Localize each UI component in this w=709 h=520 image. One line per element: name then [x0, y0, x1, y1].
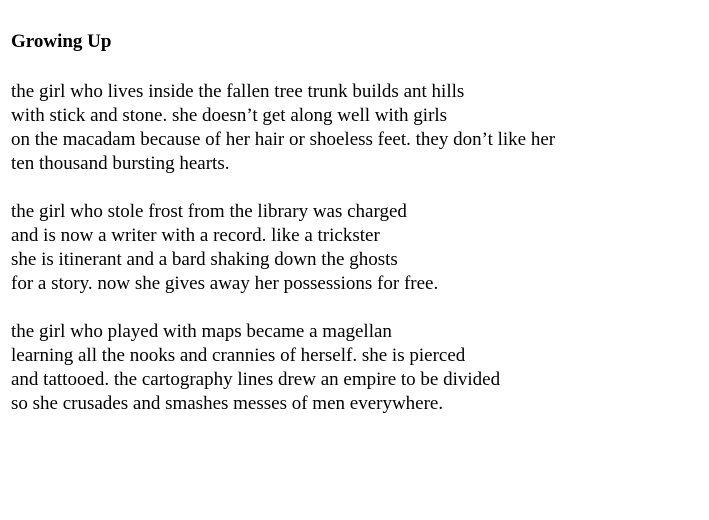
poem-line: and tattooed. the cartography lines drew an empire to be divided — [11, 369, 501, 390]
poem-page — [11, 30, 701, 440]
stanza-2 — [11, 200, 701, 296]
poem-title: Growing Up — [11, 31, 112, 52]
poem-line: the girl who lives inside the fallen tree trunk builds ant hills — [11, 81, 465, 102]
poem-line: the girl who stole frost from the library was charged — [11, 201, 407, 222]
poem-line: on the macadam because of her hair or shoeless feet. they don’t like her — [11, 129, 556, 150]
poem-line: ten thousand bursting hearts. — [11, 153, 230, 174]
poem-line: with stick and stone. she doesn’t get along well with girls — [11, 105, 448, 126]
stanza-1 — [11, 80, 701, 176]
poem-line: so she crusades and smashes messes of men everywhere. — [11, 393, 444, 414]
poem-line: she is itinerant and a bard shaking down the ghosts — [11, 249, 398, 270]
poem-line: the girl who played with maps became a magellan — [11, 321, 392, 342]
poem-line: learning all the nooks and crannies of herself. she is pierced — [11, 345, 466, 366]
poem-line: for a story. now she gives away her possessions for free. — [11, 273, 439, 294]
stanza-3 — [11, 320, 701, 416]
poem-line: and is now a writer with a record. like a trickster — [11, 225, 380, 246]
